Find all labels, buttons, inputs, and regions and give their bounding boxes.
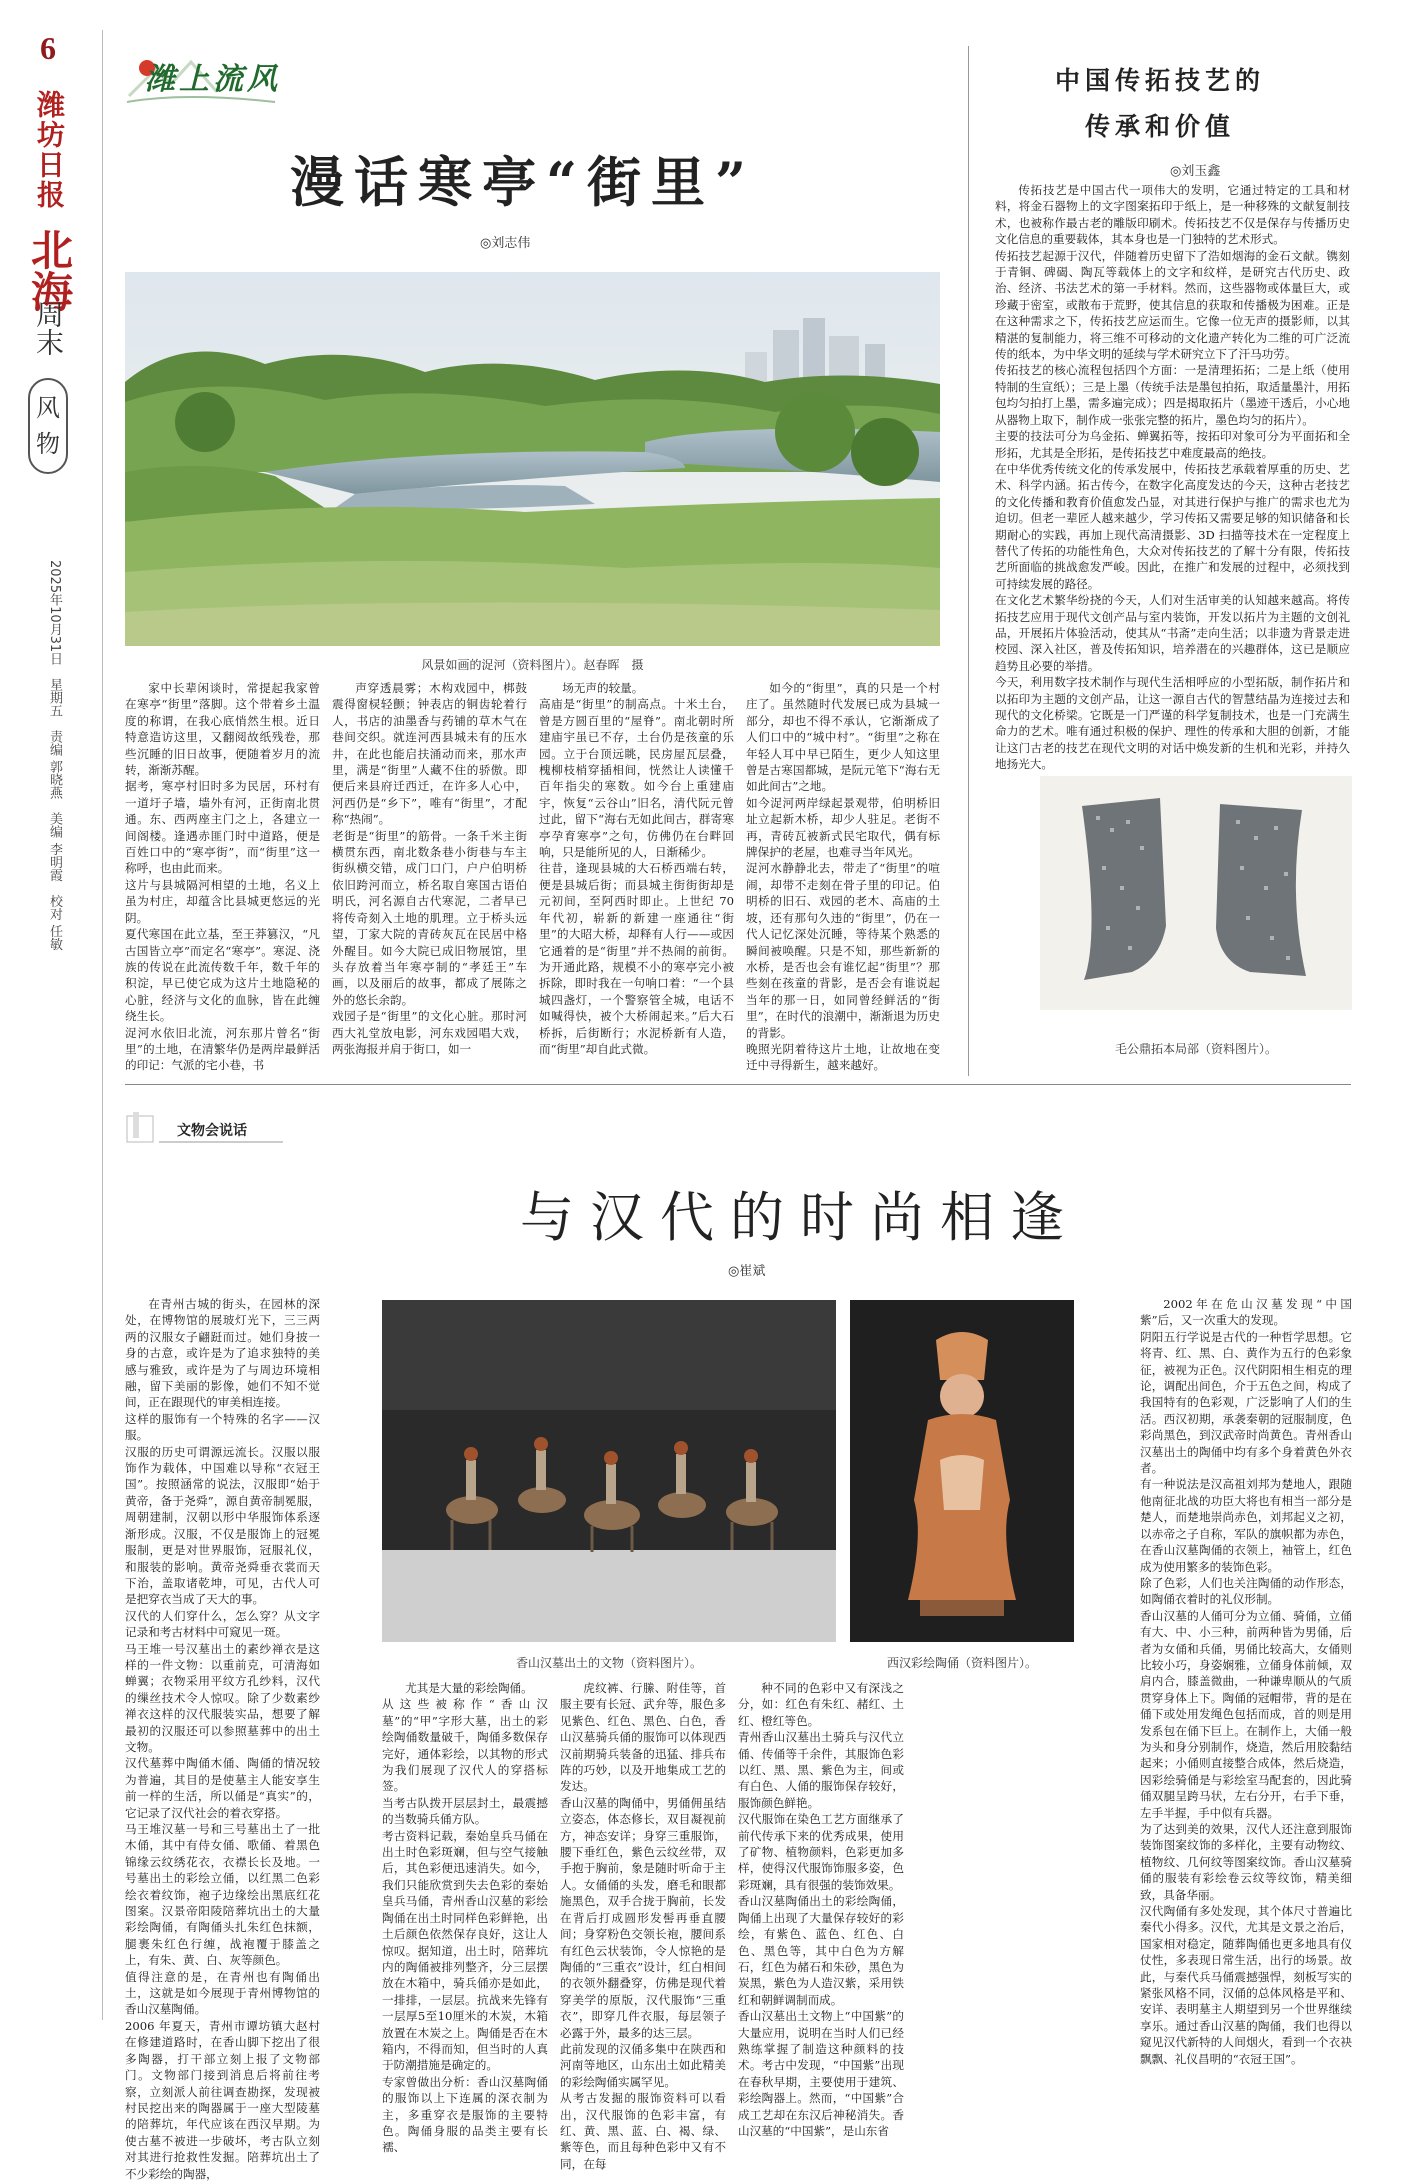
article1-column-4-text: 如今的“街里”，真的只是一个村庄了。虽然随时代发展已成为县城一部分，却也不得不承认，它渐渐成了人们口中的“城中村”。“街里”之称在年轻人耳中早已陌生，更少人知这里曾是古寒国都城，是阮元笔下“海右无如此间古”之地。 如今浞河两岸绿起景观带，伯明桥旧址立起新木桥，却少人驻足。老街不再，青砖瓦被新式民宅取代，偶有标牌保护的老屋，也难寻当年风光。 浞河水静静北去，带走了“街里”的喧闹，却带不走刻在骨子里的印记。伯明桥的旧石、戏园的老木、高庙的土坡，还有那句久违的“街里”，仍在一代人记忆深处沉睡，等待某个熟悉的瞬间被唤醒。只是不知，那些新新的水桥，是否也会有谁忆起“街里”？那些刻在孩童的背影，是否会有谁说起当年的那一日，如同曾经鲜活的“街里”，在时代的浪潮中，渐渐退为历史的背影。 晚照光阴着待这片土地，让故地在变迁中寻得新生，越来越好。 bbox=[746, 681, 940, 1073]
article1-column-2 bbox=[332, 680, 527, 1090]
paper-name: 潍坊日报 bbox=[33, 90, 66, 210]
article1-column-1-text: 家中长辈闲谈时，常提起我家曾在寒亭“街里”落脚。这个带着乡土温度的称谓，在我心底悄然生根。近日特意造访这里，又翻阅故纸残卷，那些沉睡的旧日故事，便随着岁月的流转，渐渐苏醒。 据考，寒亭村旧时多为民居，环村有一道圩子墙，墙外有河，正街南北贯通。东、西两座主门之上，各建立一间阁楼。逢遇赤匪门时中道路，便是百姓口中的“寒亭街”，而“街里”这一称呼，也由此而来。 这片与县城隔河相望的土地，名义上虽为村庄，却蕴含比县城更悠远的光阴。 夏代寒国在此立基，至王莽篡汉，“凡古国皆立亭”而定名“寒亭”。寒浞、浇族的传说在此流传数千年，数千年的积淀，早已使它成为这片土地隐秘的心脏，经济与文化的血脉，皆在此缠绕生长。 浞河水依旧北流，河东那片曾名“街里”的土地，在清繁华仍是两岸最鲜活的印记：气派的宅小巷，书 bbox=[125, 681, 320, 1073]
article3-column-3 bbox=[560, 1680, 726, 2171]
article2-title-line-1: 中国传拓技艺的 bbox=[1054, 66, 1265, 95]
article3-column-5 bbox=[1140, 1296, 1352, 2066]
river-landscape-image bbox=[125, 272, 940, 646]
rubbing-image bbox=[1040, 776, 1352, 1010]
section-divider bbox=[125, 1084, 1351, 1085]
article3-column-1 bbox=[125, 1296, 320, 2181]
article3-column-4 bbox=[738, 1680, 904, 2138]
article2-title bbox=[1040, 58, 1280, 150]
article3-title: 与汉代的时尚相逢 bbox=[520, 1186, 1080, 1249]
supplement-name: 北海 bbox=[25, 228, 74, 312]
article1-byline: ◎刘志伟 bbox=[480, 236, 531, 251]
article1-column-3-text: 场无声的较量。 高庙是“街里”的制高点。十米土台，曾是方圆百里的“屋脊”。南北朝时所建庙宇虽已不存，土台仍是孩童的乐园。立于台顶远眺，民房屋瓦层叠，槐柳枝梢穿插相间，恍然让人读懂千百年指尖的寒数。如今台上重建庙宇，恢复“云谷山”旧名，清代阮元曾过此，留下“海右无如此间古，群寄寒亭孕育寒亭”之句，仿佛仍在台畔回响，只是能所见的人，日渐稀少。 往昔，逢现县城的大石桥西端右转，便是县城后街；而县城主街街街却是元初间，至阿西时即止。上世纪 70 年代初，崭新的新建一座通往“街里”的大昭大桥，却释有人行——或因它通着的是“街里”并不热闹的前街。为开通此路，规模不小的寒亭完小被拆除，即时我在一句响口着：“一个县城四盏灯，一个警察管全城，电话不如喊得快，被个大桥闹起来。”后大石桥拆，后街断行；水泥桥新有人造，而“街里”却自此式微。 bbox=[539, 681, 734, 1056]
painted-figurine-image bbox=[850, 1300, 1074, 1642]
article3-column-4-text: 种不同的色彩中又有深浅之分，如：红色有朱红、赭红、土红、橙红等色。 青州香山汉墓出土骑兵与汉代立俑、传俑等千余件，其服饰色彩以红、黑、黑、紫色为主，间或有白色、人俑的服饰保存较好，服饰颜色鲜艳。 汉代服饰在染色工艺方面继承了前代传承下来的优秀成果，使用了矿物、植物颜料，色彩更加多样，使得汉代服饰饰服多姿，色彩斑斓，具有很强的装饰效果。 香山汉墓陶俑出土的彩绘陶俑，陶俑上出现了大量保存较好的彩绘，有紫色、蓝色、红色、白色、黑色等，其中白色为方解石，红色为赭石和朱砂，黑色为炭黑，紫色为人造汉紫，采用铁红和朝鲜调制而成。 香山汉墓出土文物上“中国紫”的大量应用，说明在当时人们已经熟练掌握了制造这种颜料的技术。考古中发现，“中国紫”出现在春秋早期，主要使用于建筑、彩绘陶器上。然而，“中国紫”合成工艺却在东汉后神秘消失。香山汉墓的“中国紫”，是山东省 bbox=[738, 1681, 904, 2138]
painted-figurine-photo bbox=[850, 1300, 1074, 1642]
article3-column-1-text: 在青州古城的街头，在园林的深处，在博物馆的展玻灯光下，三三两两的汉服女子翩跹而过。她们身披一身的古意，或许是为了追求独特的美感与雅致，或许是为了与周边环境相融，留下美丽的影像，她们不知不觉间，正在跟现代的审美相连接。 这样的服饰有一个特殊的名字——汉服。 汉服的历史可谓源远流长。汉服以服饰作为载体，中国难以导称“衣冠王国”。按照涵常的说法，汉服即“始于黄帝，备于尧舜”，源自黄帝制冕服，周朝建制，汉朝以形中华服饰体系逐渐形成。汉服，不仅是服饰上的冠冕服制，更是对世界服饰，冠服礼仪，和服装的影响。黄帝尧舜垂衣裳而天下治，盖取诸乾坤，可见，古代人可是把穿衣当成了天大的事。 汉代的人们穿什么，怎么穿？从文字记录和考古材料中可窥见一斑。 马王堆一号汉墓出土的素纱禅衣是这样的一件文物：以重前克，可清海如蝉翼；衣物采用平纹方孔纱料，汉代的缫丝技术令人惊叹。除了少数素纱禅衣这样的汉代服装实品，想要了解最初的汉服还可以参照墓葬中的出土文物。 汉代墓葬中陶俑木俑、陶俑的情况较为普遍，其目的是使墓主人能安享生前一样的生活，所以俑是“真实”的，它记录了汉代社会的着衣穿搭。 马王堆汉墓一号和三号墓出土了一批木俑，其中有侍女俑、歌俑、着黑色锦缘云纹绣花衣，衣襟长长及地。一号墓出土的彩绘立俑，以红黑二色彩绘衣着纹饰，袍子边缘绘出黑底红花图案。汉景帝阳陵陪葬坑出土的大量彩绘陶俑，有陶俑头扎朱红色抹额，腿裹朱红色行缠，战袍覆于膝盖之上，有朱、黄、白、灰等颜色。 值得注意的是，在青州也有陶俑出土，这就是如今展现于青州博物馆的香山汉墓陶俑。 2006 年夏天，青州市谭坊镇大赵村在修建道路时，在香山脚下挖出了很多陶器，打干部立刻上报了文物部门。文物部门接到消息后将前往考察，立刻派人前往调查勘探，发现被村民挖出来的陶器属于一座大型陵墓的陪葬坑，年代应该在西汉早期。为使古墓不被进一步破坏，考古队立刻对其进行抢救性发掘。陪葬坑出土了不少彩绘的陶器， bbox=[125, 1297, 320, 2181]
section-char-2: 物 bbox=[36, 430, 60, 458]
section-char-1: 风 bbox=[36, 394, 60, 422]
column-logo bbox=[125, 48, 285, 108]
article1-column-1 bbox=[125, 680, 320, 1090]
cavalry-figurines-photo bbox=[382, 1300, 836, 1642]
rubbing-photo-caption: 毛公鼎拓本局部（资料图片）。 bbox=[1114, 1042, 1277, 1056]
article1-column-3 bbox=[539, 680, 734, 1090]
article1-column-2-text: 声穿透晨雾；木构戏园中，梆鼓震得窗棂轻颤；钟表店的铜齿轮着行人，书店的油墨香与药铺的草木气在巷间交织。就连河西县城未有的压水井，在此也能启扶涌动而来，那水声里，满是“街里”人藏不住的骄傲。即便后来县府迁西迁，在许多人心中，河西仍是“乡下”，唯有“街里”，才配称“热闹”。 老街是“街里”的筋骨。一条千米主街横贯东西，南北数条巷小街巷与车主街纵横交错，成门口门，户户伯明桥依旧跨河而立，桥名取自寒国古语伯明氏，河名源自古代寒泥，二者早已将传奇刻入土地的肌理。立于桥头远望，丁家大院的青砖灰瓦在民居中格外醒目。如今大院已成旧物展馆，里头存放着当年寒亭制的“孝廷王”车画，以及丽后的故事，都成了展陈之外的悠长余韵。 戏园子是“街里”的文化心脏。那时河西大礼堂放电影，河东戏园唱大戏，两张海报并肩于街口，如一 bbox=[332, 681, 527, 1056]
article2-body bbox=[995, 182, 1350, 772]
river-photo bbox=[125, 272, 940, 646]
article3-column-3-text: 虎纹裤、行縢、附佳等，首服主要有长冠、武弁等，服色多见紫色、红色、黑色、白色，香山汉墓骑兵俑的服饰可以体现西汉前期骑兵装备的迅猛、排兵布阵的巧妙，以及开地集成工艺的发达。 香山汉墓的陶俑中，男俑佣虽结立姿态，体态修长，双目凝视前方，神态安详；身穿三重服饰，腰下垂红色，紫色云纹丝带，双手抱于胸前，象是随时听命于主人。女俑俑的头发，磨毛和眼都施黑色，双手合拢于胸前，长发在背后打成圆形发髻再垂直腰间；身穿粉色交领长袍，腰间系有红色云状装饰，令人惊艳的是陶俑的“三重衣”设计，红白相间的衣领外翻叠穿，仿佛是现代着穿美学的原版，汉代服饰“三重衣”，即穿几件衣服，每层领子必露于外，最多的达三层。 此前发现的汉俑多集中在陕西和河南等地区，山东出土如此精美的彩绘陶俑实属罕见。 从考古发掘的服饰资料可以看出，汉代服饰的色彩丰富，有红、黄、黑、蓝、白、褐、绿、紫等色，而且每种色彩中又有不同，在每 bbox=[560, 1681, 726, 2171]
article3-column-2-text: 尤其是大量的彩绘陶俑。 从这些被称作“香山汉墓”的“甲”字形大墓，出土的彩绘陶俑数量破千，陶俑多数保存完好，通体彩绘，以其物的形式为我们展现了汉代人的穿搭标签。 当考古队拨开层层封土，最震撼的当数骑兵俑方队。 考古资料记载，秦始皇兵马俑在出土时色彩斑斓，但与空气接触后，其色彩便迅速消失。如今，我们只能欣赏到失去色彩的秦始皇兵马俑，青州香山汉墓的彩绘陶俑在出土时同样色彩鲜艳，出土后颜色依然保存良好，这让人惊叹。据知道，出土时，陪葬坑内的陶俑被排列整齐，分三层摆放在木箱中，骑兵俑亦是如此，一排排，一层层。抗战来先锋有一层厚5至10厘米的木炭，木箱放置在木炭之上。陶俑是否在木箱内，不得而知，但当时的人真于防潮措施是确定的。 专家曾做出分析：香山汉墓陶俑的服饰以上下连属的深衣制为主，多重穿衣是服饰的主要特色。陶俑身服的品类主要有长襦、 bbox=[382, 1681, 548, 2155]
article2-byline: ◎刘玉鑫 bbox=[1170, 164, 1221, 179]
cavalry-figurines-image bbox=[382, 1300, 836, 1642]
rubbing-photo bbox=[1040, 776, 1352, 1010]
article2-body-text: 传拓技艺是中国古代一项伟大的发明，它通过特定的工具和材料，将金石器物上的文字图案拓印于纸上，是一种移殊的文献复制技术，也被称作最古老的雕版印刷术。传拓技艺不仅是保存与传播历史文化信息的重要载体，其本身也是一门独特的艺术形式。 传拓技艺起源于汉代，伴随着历史留下了浩如烟海的金石文献。镌刻于青铜、碑碣、陶瓦等载体上的文字和纹样，是研究古代历史、政治、经济、书法艺术的第一手材料。然而，这些器物或体量巨大，或珍藏于密室，或散布于荒野，使其信息的获取和传播极为困难。正是在这种需求之下，传拓技艺应运而生。它像一位无声的摄影师，以其精湛的复制能力，将三维不可移动的文化遗产转化为二维的可广泛流传的纸本，为中华文明的延续与学术研究立下了汗马功劳。 传拓技艺的核心流程包括四个方面：一是清理拓拓；二是上纸（使用特制的生宣纸）；三是上墨（传统手法是墨包拍拓，取适量墨汁，用拓包均匀拍打上墨，需多遍完成）；四是揭取拓片（墨迹干透后，小心地从器物上取下，制作成一张张完整的拓片，墨色均匀的拓片）。 主要的技法可分为乌金拓、蝉翼拓等，按拓印对象可分为平面拓和全形拓，尤其是全形拓，是传拓技艺中难度最高的绝技。 在中华优秀传统文化的传承发展中，传拓技艺承载着厚重的历史、艺术、科学内涵。拓古传今，在数字化高度发达的今天，这种古老技艺的文化传播和教育价值愈发凸显，对其进行保护与推广的需求也尤为迫切。但老一辈匠人越来越少，学习传拓又需要足够的知识储备和长期耐心的实践，再加上现代高清摄影、3D 扫描等技术在一定程度上替代了传拓的功能性角色，大众对传拓技艺的了解十分有限，传拓技艺所面临的挑战愈发严峻。因此，在推广和发展的过程中，必须找到可持续发展的路径。 在文化艺术繁华纷挠的今天，人们对生活审美的认知越来越高。将传拓技艺应用于现代文创产品与室内装饰，开发以拓片为主题的文创礼品，开展拓片体验活动，使其从“书斋”走向生活；以非遗为背景走进校园、深入社区，普及传拓知识，培养潜在的兴趣群体，这已是顺应趋势且必要的举措。 今天，利用数字技术制作与现代生活相呼应的小型拓版，制作拓片和以拓印为主题的文创产品，让这一源自古代的智慧结晶为连接过去和现代的文化桥梁。它既是一门严谨的科学复制技术，也是一门充满生命力的艺术。唯有通过积极的保护、理性的传承和大胆的创新，才能让这门古老的技艺在现代文明的对话中焕发新的生机和光彩，并持久地扬光大。 bbox=[995, 183, 1350, 772]
section-badge bbox=[28, 378, 68, 474]
masthead-divider bbox=[102, 30, 103, 2020]
article3-column-2 bbox=[382, 1680, 548, 2155]
figurine-photo-caption: 西汉彩绘陶俑（资料图片）。 bbox=[886, 1656, 1037, 1670]
kicker-box bbox=[125, 1112, 285, 1144]
article1-column-4 bbox=[746, 680, 940, 1090]
article2-title-line-2: 传承和价值 bbox=[1084, 112, 1235, 141]
kicker-text: 文物会说话 bbox=[177, 1123, 247, 1139]
page-number: 6 bbox=[40, 30, 56, 66]
cavalry-photo-caption: 香山汉墓出土的文物（资料图片）。 bbox=[515, 1656, 702, 1670]
article1-title: 漫话寒亭“街里” bbox=[290, 150, 757, 214]
top-column-divider bbox=[968, 46, 969, 1076]
column-logo-text: 潍上流风 bbox=[145, 62, 281, 97]
supplement-week: 周末 bbox=[32, 300, 65, 356]
issue-meta: 2025年10月31日 星期五 责编 郭晓燕 美编 李明霞 校对 任敏 bbox=[47, 560, 62, 951]
article3-column-5-text: 2002年在危山汉墓发现“中国紫”后，又一次重大的发现。 阴阳五行学说是古代的一种哲学思想。它将青、红、黑、白、黄作为五行的色彩象征，被视为正色。汉代阴阳相生相克的理论，调配出间色，介于五色之间，构成了我国特有的色彩观，广泛影响了人们的生活。西汉初期，承袭秦朝的冠服制度，色彩尚黑色，到汉武帝时尚黄色。青州香山汉墓出土的陶俑中均有多个身着黄色外衣者。 有一种说法是汉高祖刘邦为楚地人，跟随他南征北战的功臣大将也有相当一部分是楚人，而楚地崇尚赤色，刘邦起义之初，以赤帝之子自称，军队的旗帜都为赤色，在香山汉墓陶俑的衣领上，袖管上，红色成为使用繁多的装饰色彩。 除了色彩，人们也关注陶俑的动作形态，如陶俑衣着时的礼仪形制。 香山汉墓的人俑可分为立俑、骑俑，立俑有大、中、小三种，前两种皆为男俑，后者为女俑和兵俑，男俑比较高大，女俑则比较小巧，身姿娴雅，立俑身体前倾，双肩内合，膝盖微曲，一种谦卑顺从的气质贯穿身体上下。陶俑的冠帽带，背的是在俑下或处用发绳色包括而成，首的则是用发系包在俑下巨上。在制作上，大俑一般为头和身分别制作，烧造，然后用胶黏结起来；小俑则直接整合成体，然后烧造，因彩绘骑俑是与彩绘室马配套的，因此骑俑双腿呈跨马状，左右分开，右手下垂，左手半握，手中似有兵器。 为了达到美的效果，汉代人还注意到服饰装饰图案纹饰的多样化，主要有动物纹、植物纹、几何纹等图案纹饰。香山汉墓骑俑的服装有彩绘卷云纹等纹饰，精美细致，具备华丽。 汉代陶俑有多处发现，其个体尺寸普遍比秦代小得多。汉代，尤其是文景之治后，国家相对稳定，随葬陶俑也更多地具有仪仗性，多表现日常生活，出行的场景。故此，与秦代兵马俑震撼强悍，刻板写实的紧张风格不同，汉俑的总体风格是平和、安详、表明墓主人期望到另一个世界继续享乐。通过香山汉墓的陶俑，我们也得以窥见汉代新特的人间烟火，看到一个衣袂飘飘、礼仪昌明的“衣冠王国”。 bbox=[1140, 1297, 1352, 2066]
article3-byline: ◎崔斌 bbox=[728, 1264, 766, 1279]
river-photo-caption: 风景如画的浞河（资料图片）。赵春晖 摄 bbox=[421, 658, 644, 672]
